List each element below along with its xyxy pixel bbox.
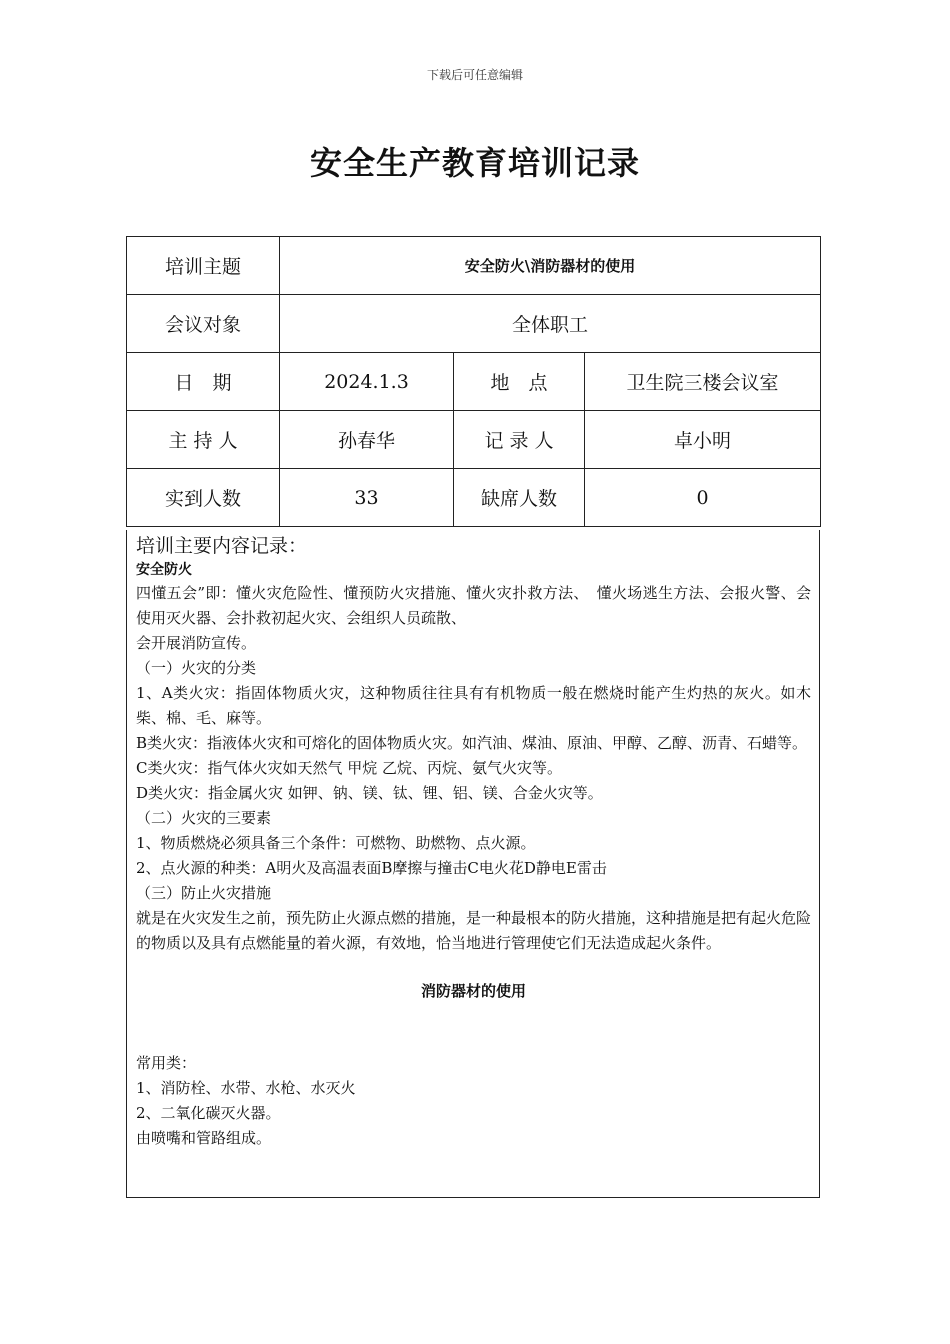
content-line: 1、消防栓、水带、水枪、水灭火 [136,1079,356,1097]
content-line: D类火灾：指金属火灾 如钾、钠、镁、钛、锂、铝、镁、合金火灾等。 [136,784,603,802]
recorder-label: 记 录 人 [454,411,585,469]
content-heading: 培训主要内容记录： [136,535,308,557]
location-value: 卫生院三楼会议室 [585,353,821,411]
date-value: 2024.1.3 [280,353,454,411]
recorder-value: 卓小明 [585,411,821,469]
table-row [127,411,821,469]
info-table [126,236,821,527]
content-line: 四懂五会”即：懂火灾危险性、懂预防火灾措施、懂火灾扑救方法、 懂火场逃生方法、会报火警、会使用灭火器、会扑救初起火灾、会组织人员疏散、 [136,584,811,627]
absent-label: 缺席人数 [454,469,585,527]
content-record-box [126,530,820,1198]
host-value: 孙春华 [280,411,454,469]
topic-label: 培训主题 [127,237,280,295]
content-line: 1、A类火灾：指固体物质火灾，这种物质往往具有有机物质一般在燃烧时能产生灼热的灰火。如木柴、棉、毛、麻等。 [136,684,811,727]
document-title: 安全生产教育培训记录 [309,144,640,182]
content-line: 会开展消防宣传。 [136,634,257,652]
section-title-fire-equipment: 消防器材的使用 [420,982,526,1000]
table-row [127,295,821,353]
content-line: 常用类： [136,1054,197,1072]
table-row [127,469,821,527]
date-label: 日 期 [127,353,280,411]
content-line: 由喷嘴和管路组成。 [136,1129,272,1147]
content-line: 2、点火源的种类：A明火及高温表面B摩擦与撞击C电火花D静电E雷击 [136,859,607,877]
content-line: C类火灾：指气体火灾如天然气 甲烷 乙烷、丙烷、氨气火灾等。 [136,759,563,777]
content-line: 就是在火灾发生之前，预先防止火源点燃的措施，是一种最根本的防火措施，这种措施是把有起火危险的物质以及具有点燃能量的着火源，有效地，恰当地进行管理使它们无法造成起火条件。 [136,909,812,952]
topic-value: 安全防火\消防器材的使用 [280,237,821,295]
header-note: 下载后可任意编辑 [426,68,523,82]
table-row [127,353,821,411]
blank-space [136,1004,811,1051]
table-row [127,237,821,295]
content-line: 1、物质燃烧必须具备三个条件：可燃物、助燃物、点火源。 [136,834,536,852]
host-label: 主 持 人 [127,411,280,469]
attendance-label: 实到人数 [127,469,280,527]
absent-value: 0 [585,469,821,527]
audience-value: 全体职工 [280,295,821,353]
audience-label: 会议对象 [127,295,280,353]
content-line: （三）防止火灾措施 [136,884,272,902]
content-line: （一）火灾的分类 [136,659,257,677]
section-title-fire-safety: 安全防火 [136,562,192,578]
content-line: 2、二氧化碳灭火器。 [136,1104,281,1122]
location-label: 地 点 [454,353,585,411]
attendance-value: 33 [280,469,454,527]
content-line: （二）火灾的三要素 [136,809,272,827]
content-line: B类火灾：指液体火灾和可熔化的固体物质火灾。如汽油、煤油、原油、甲醇、乙醇、沥青、石蜡等。 [136,734,808,752]
